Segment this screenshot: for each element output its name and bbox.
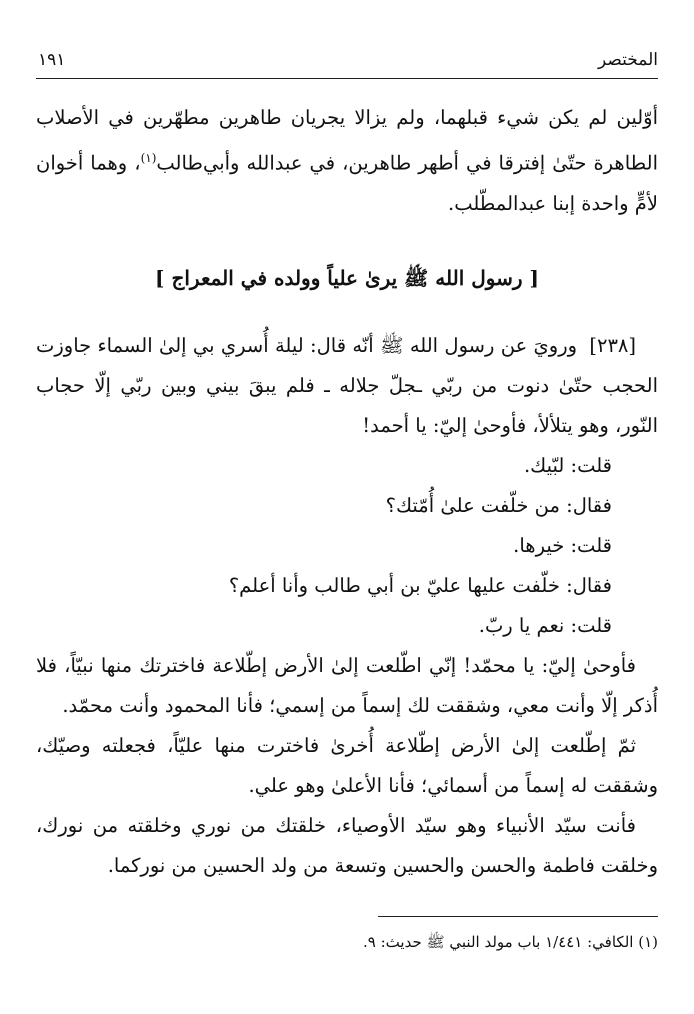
- dialog-line: قلت: لبّيك.: [523, 453, 612, 477]
- intro-paragraph: [36, 98, 658, 224]
- body-paragraph: ثمّ إطّلعت إلىٰ الأرض إطّلاعة أُخرىٰ فاخترت منها عليّاً، فجعلته وصيّك، وشققت له إسماً من أسمائي؛ فأنا الأعلىٰ وهو علي.: [36, 733, 658, 797]
- body-paragraph: فأنت سيّد الأنبياء وهو سيّد الأوصياء، خلقتك من نوري وخلقته من نورك، وخلقت فاطمة والحسن والحسين وتسعة من ولد الحسين من نوركما.: [36, 813, 658, 877]
- body-text: [36, 98, 658, 886]
- dialog-line: قلت: نعم يا ربّ.: [478, 613, 612, 637]
- hadith-opening-text: ورويَ عن رسول الله ﷺ أنّه قال: ليلة أُسري بي إلىٰ السماء جاوزت الحجب حتّىٰ دنوت من ربّي ـجلّ جلاله ـ فلم يبقَ بيني وبين ربّي إلّا حجاب النّور، وهو يتلألأ، فأوحىٰ إليّ: يا أحمد!: [36, 333, 658, 437]
- hadith-opening-paragraph: [36, 326, 658, 446]
- footnote-reference: (١): [140, 151, 157, 165]
- dialog-line: فقال: من خلّفت علىٰ أُمّتك؟: [385, 493, 612, 517]
- footnote-divider: [378, 916, 658, 917]
- page-header: [36, 44, 658, 79]
- running-title: المختصر: [598, 50, 658, 70]
- section-heading: [ رسول الله ﷺ يرىٰ علياً وولده في المعراج ]: [155, 265, 539, 290]
- hadith-number: [٢٣٨]: [589, 333, 636, 357]
- dialog-line: فقال: خلّفت عليها عليّ بن أبي طالب وأنا أعلم؟: [228, 573, 612, 597]
- intro-text-part1: أوّلين لم يكن شيء قبلهما، ولم يزالا يجريان طاهرين مطهّرين في الأصلاب الطاهرة حتّىٰ إفترقا في أطهر طاهرين، في عبدالله وأبي‌طالب: [36, 106, 659, 175]
- footnote: (١) الكافي: ١/٤٤١ باب مولد النبي ﷺ حديث: ٩.: [363, 933, 658, 951]
- body-paragraph: فأوحىٰ إليّ: يا محمّد! إنّي اطّلعت إلىٰ الأرض إطّلاعة فاخترتك منها نبيّاً، فلا أُذكر إلّا وأنت معي، وشققت لك إسماً من إسمي؛ فأنا المحمود وأنت محمّد.: [36, 653, 658, 717]
- dialog-line: قلت: خيرها.: [513, 533, 612, 557]
- page-number: ١٩١: [38, 50, 66, 70]
- intro-text-part2: ، وهما أخوان لأمٍّ واحدة إبنا عبدالمطّلب.: [36, 151, 658, 215]
